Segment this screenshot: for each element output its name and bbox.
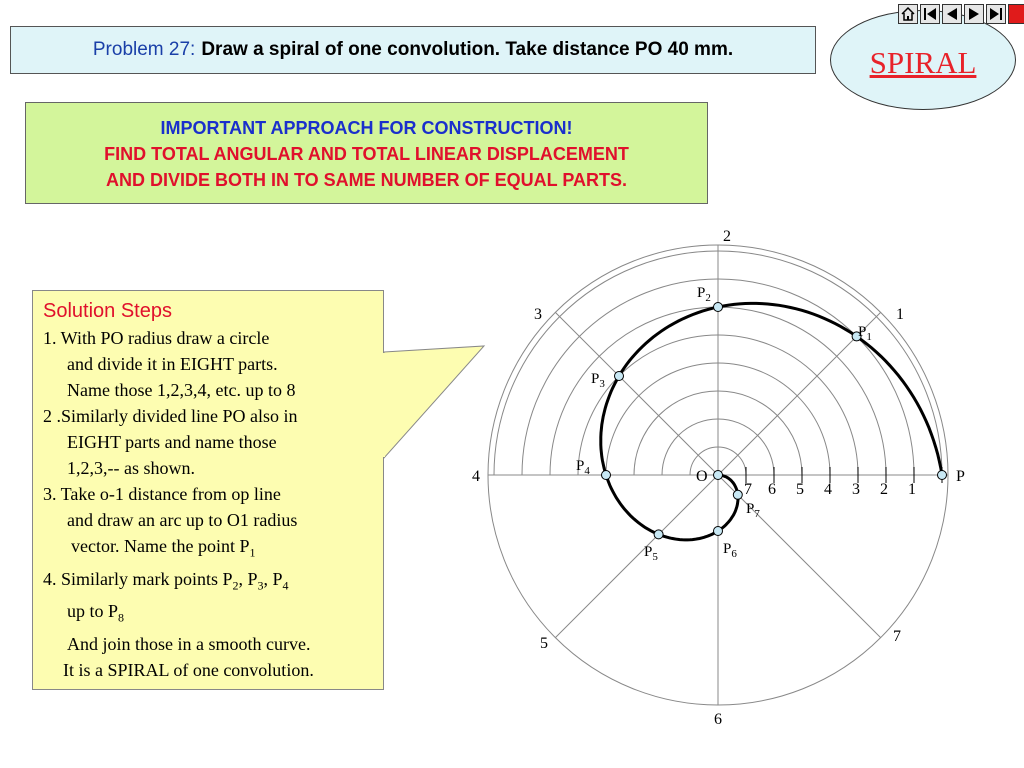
division-label-3: 3 bbox=[534, 306, 542, 323]
op-label-5: 5 bbox=[796, 481, 804, 498]
callout-pointer bbox=[384, 346, 484, 458]
center-label: O bbox=[696, 468, 708, 485]
division-label-7: 7 bbox=[893, 628, 901, 645]
step-4-sep-1: , P bbox=[238, 568, 258, 589]
step-1-line-2: and divide it in EIGHT parts. bbox=[67, 354, 278, 374]
point-p-label: P bbox=[956, 468, 965, 485]
step-4-sep-2: , P bbox=[263, 568, 283, 589]
point-label-p6: $P_6$ bbox=[723, 541, 737, 560]
approach-line-3: AND DIVIDE BOTH IN TO SAME NUMBER OF EQUAL PARTS. bbox=[105, 170, 628, 190]
step-3-line-1: 3. Take o-1 distance from op line bbox=[43, 484, 281, 504]
step-3-sub: 1 bbox=[249, 545, 256, 560]
point-label-p2: $P_2$ bbox=[697, 285, 711, 304]
division-line bbox=[555, 475, 718, 638]
problem-label: Problem 27: bbox=[92, 39, 196, 60]
point-p4 bbox=[602, 471, 611, 480]
op-label-6: 6 bbox=[768, 481, 776, 498]
op-label-2: 2 bbox=[880, 481, 888, 498]
division-label-6: 6 bbox=[714, 711, 722, 728]
step-2-line-3: 1,2,3,-- as shown. bbox=[67, 458, 195, 478]
step-3-text: vector. Name the point P bbox=[71, 536, 250, 556]
point-label-p5: $P_5$ bbox=[644, 544, 658, 563]
title-badge-text: SPIRAL bbox=[869, 45, 977, 80]
point-p3 bbox=[615, 372, 624, 381]
step-1-line-3: Name those 1,2,3,4, etc. up to 8 bbox=[67, 380, 296, 400]
approach-heading: IMPORTANT APPROACH FOR CONSTRUCTION! bbox=[160, 118, 573, 138]
division-label-2: 2 bbox=[723, 228, 731, 245]
point-label-p4: $P_4$ bbox=[576, 458, 590, 477]
point-label-p1: $P_1$ bbox=[858, 324, 872, 343]
op-label-7: 7 bbox=[744, 481, 752, 498]
point-label-p3: $P_3$ bbox=[591, 371, 605, 390]
step-1-line-1: 1. With PO radius draw a circle bbox=[43, 328, 270, 348]
division-label-5: 5 bbox=[540, 635, 548, 652]
division-label-4: 4 bbox=[472, 468, 480, 485]
point-p5 bbox=[654, 530, 663, 539]
op-label-1: 1 bbox=[908, 481, 916, 498]
problem-text: Draw a spiral of one convolution. Take distance PO 40 mm. bbox=[201, 39, 734, 60]
step-2-line-1: 2 .Similarly divided line PO also in bbox=[43, 406, 298, 426]
approach-line-2: FIND TOTAL ANGULAR AND TOTAL LINEAR DISPLACEMENT bbox=[104, 144, 629, 164]
division-label-1: 1 bbox=[896, 306, 904, 323]
op-label-4: 4 bbox=[824, 481, 832, 498]
steps-heading: Solution Steps bbox=[43, 300, 172, 322]
step-3-line-2: and draw an arc up to O1 radius bbox=[67, 510, 298, 530]
point-p bbox=[938, 471, 947, 480]
step-4b-sub: 8 bbox=[118, 610, 125, 625]
division-line bbox=[718, 475, 881, 638]
step-4-line-4: It is a SPIRAL of one convolution. bbox=[63, 659, 314, 680]
step-4-sub-2: 3 bbox=[257, 578, 264, 593]
step-4-sub-3: 4 bbox=[282, 578, 289, 593]
point-p6 bbox=[714, 527, 723, 536]
point-o bbox=[714, 471, 723, 480]
step-4-line-3: And join those in a smooth curve. bbox=[67, 633, 311, 654]
point-p2 bbox=[714, 303, 723, 312]
step-4b-text: up to P bbox=[67, 601, 119, 622]
point-p7 bbox=[733, 490, 742, 499]
step-4-text: 4. Similarly mark points P bbox=[43, 568, 233, 589]
step-4-sub-1: 2 bbox=[232, 578, 239, 593]
step-2-line-2: EIGHT parts and name those bbox=[67, 432, 277, 452]
op-label-3: 3 bbox=[852, 481, 860, 498]
point-label-p7: $P_7$ bbox=[746, 501, 760, 520]
